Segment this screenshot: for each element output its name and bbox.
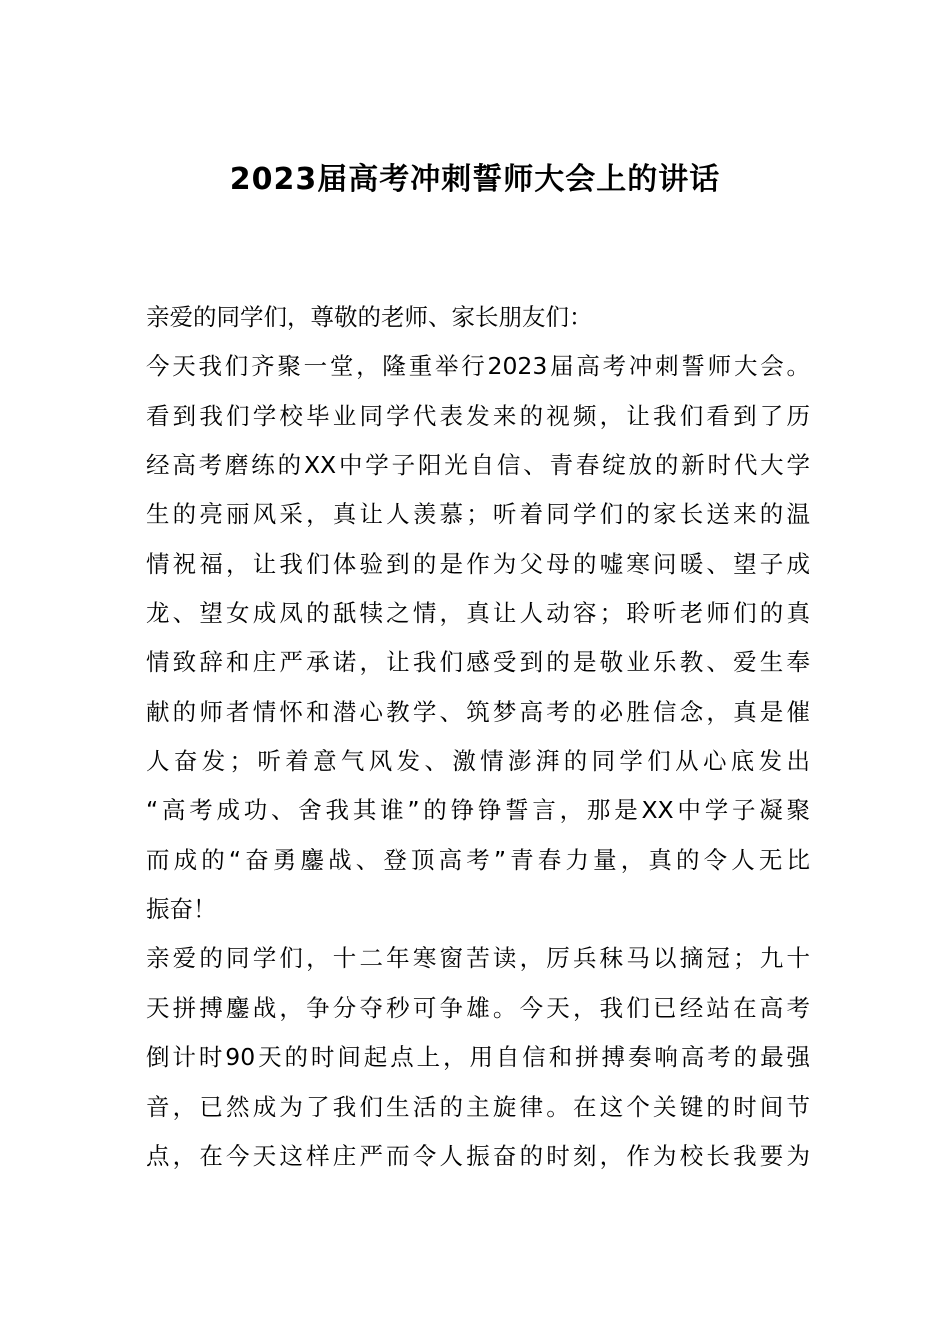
text-line: 而成的“奋勇鏖战、登顶高考”青春力量，真的令人无比	[146, 845, 810, 874]
document-title: 2023届高考冲刺誓师大会上的讲话	[229, 162, 721, 197]
text-line: 人奋发；听着意气风发、激情澎湃的同学们从心底发出	[146, 747, 810, 776]
text-line: 点，在今天这样庄严而令人振奋的时刻，作为校长我要为	[146, 1141, 810, 1170]
text-line: 情致辞和庄严承诺，让我们感受到的是敬业乐教、爱生奉	[146, 648, 810, 677]
text-line: 情祝福，让我们体验到的是作为父母的嘘寒问暖、望子成	[146, 549, 810, 578]
text-line: 亲爱的同学们，十二年寒窗苦读，厉兵秣马以摘冠；九十	[146, 944, 810, 973]
text-line: 龙、望女成凤的舐犊之情，真让人动容；聆听老师们的真	[146, 599, 810, 628]
text-line: 生的亮丽风采，真让人羡慕；听着同学们的家长送来的温	[146, 500, 810, 529]
text-line: 天拼搏鏖战，争分夺秒可争雄。今天，我们已经站在高考	[146, 993, 810, 1022]
text-line: 倒计时90天的时间起点上，用自信和拼搏奏响高考的最强	[146, 1043, 810, 1072]
text-line: 看到我们学校毕业同学代表发来的视频，让我们看到了历	[146, 401, 810, 430]
document-body	[146, 293, 810, 1181]
text-line: “高考成功、舍我其谁”的铮铮誓言，那是XX中学子凝聚	[146, 796, 810, 825]
text-line: 经高考磨练的XX中学子阳光自信、青春绽放的新时代大学	[146, 451, 810, 480]
text-line: 献的师者情怀和潜心教学、筑梦高考的必胜信念，真是催	[146, 697, 810, 726]
text-line: 振奋！	[146, 895, 217, 924]
text-line: 今天我们齐聚一堂，隆重举行2023届高考冲刺誓师大会。	[146, 352, 810, 381]
text-line: 音，已然成为了我们生活的主旋律。在这个关键的时间节	[146, 1092, 810, 1121]
text-line: 亲爱的同学们，尊敬的老师、家长朋友们：	[146, 303, 593, 331]
